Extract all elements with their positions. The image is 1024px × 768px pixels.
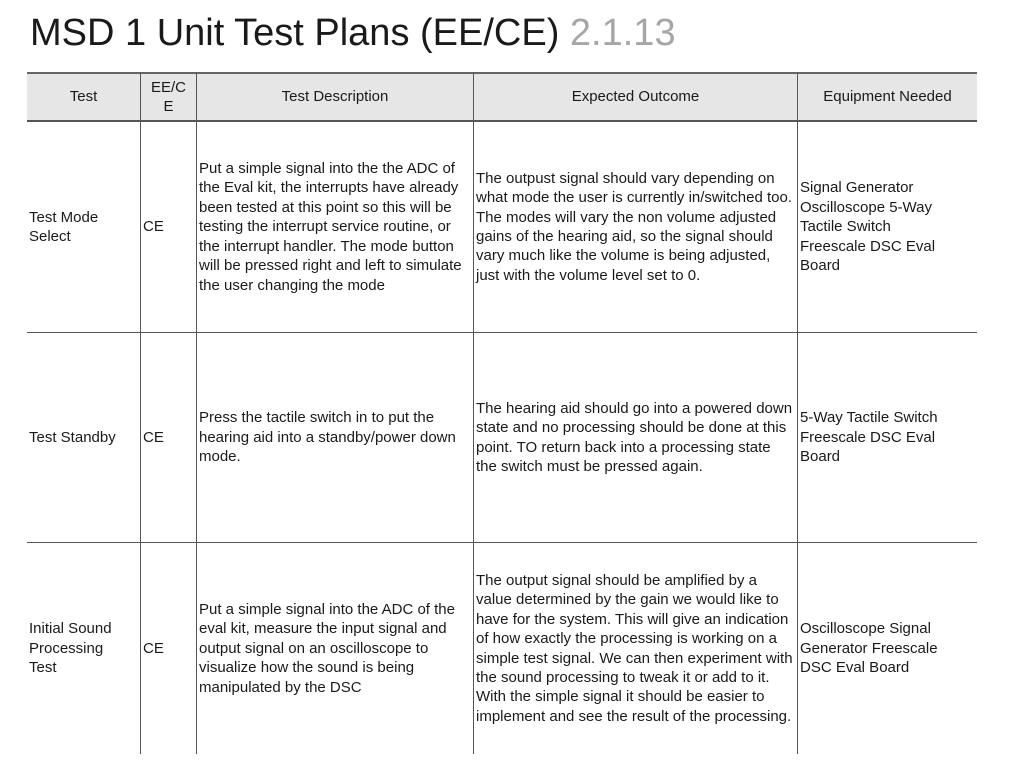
row-3-discipline-text: CE xyxy=(143,639,164,657)
row-2-test-text: Test Standby xyxy=(29,428,116,446)
table-row-2-outcome xyxy=(473,333,797,543)
row-3-test-text: Initial Sound Processing Test xyxy=(29,620,112,677)
slide-title xyxy=(30,10,676,56)
header-equipment-label: Equipment Needed xyxy=(823,88,952,106)
table-row-2-equipment xyxy=(797,333,977,543)
table-row-1-description xyxy=(196,122,473,333)
row-1-equipment-text: Signal Generator Oscilloscope 5-Way Tactile Switch Freescale DSC Eval Board xyxy=(800,179,936,275)
table-row-2-description xyxy=(196,333,473,543)
row-2-outcome-text: The hearing aid should go into a powered down state and no processing should be done at this point. TO return back into a processing state the switch must be pressed again. xyxy=(476,399,793,475)
table-row-3-test xyxy=(27,543,140,754)
row-2-discipline-text: CE xyxy=(143,428,164,446)
header-description-label: Test Description xyxy=(281,88,389,106)
row-3-description-text: Put a simple signal into the ADC of the eval kit, measure the input signal and output signal on an oscilloscope to visualize how the sound is being manipulated by the DSC xyxy=(199,600,455,696)
header-equipment xyxy=(797,72,977,122)
header-test xyxy=(27,72,140,122)
header-description xyxy=(196,72,473,122)
row-3-outcome-text: The output signal should be amplified by a value determined by the gain we would like to have for the system. This will give an indication of how exactly the processing is working on a simple test signal. We can then experiment with the sound processing to tweak it or add to it. With the simple signal it should be easier to implement and see the result of the processing. xyxy=(476,571,793,725)
header-test-label: Test xyxy=(69,88,98,106)
test-plan-table xyxy=(27,72,977,754)
row-3-equipment-text: Oscilloscope Signal Generator Freescale DSC Eval Board xyxy=(800,620,938,677)
slide-title-text: MSD 1 Unit Test Plans (EE/CE) xyxy=(30,12,560,54)
row-1-outcome-text: The outpust signal should vary depending on what mode the user is currently in/switched too. The modes will vary the non volume adjusted gains of the hearing aid, so the signal should vary much like the volume is being adjusted, just with the volume level set to 0. xyxy=(476,169,792,284)
slide-version: 2.1.13 xyxy=(569,12,676,54)
table-row-1-equipment xyxy=(797,122,977,333)
header-outcome xyxy=(473,72,797,122)
header-discipline xyxy=(140,72,196,122)
table-row-2-test xyxy=(27,333,140,543)
table-row-1-outcome xyxy=(473,122,797,333)
row-1-test-text: Test Mode Select xyxy=(29,208,99,245)
table-row-1-test xyxy=(27,122,140,333)
row-1-description-text: Put a simple signal into the the ADC of the Eval kit, the interrupts have already been tested at this point so this will be testing the interrupt service routine, or the interrupt handler. The mode button will be pressed right and left to simulate the user changing the mode xyxy=(199,160,462,294)
table-row-3-outcome xyxy=(473,543,797,754)
table-row-3-equipment xyxy=(797,543,977,754)
table-row-3-discipline xyxy=(140,543,196,754)
table-row-3-description xyxy=(196,543,473,754)
table-row-1-discipline xyxy=(140,122,196,333)
row-2-equipment-text: 5-Way Tactile Switch Freescale DSC Eval Board xyxy=(800,409,938,466)
row-2-description-text: Press the tactile switch in to put the hearing aid into a standby/power down mode. xyxy=(199,409,456,466)
table-row-2-discipline xyxy=(140,333,196,543)
header-discipline-label: EE/C E xyxy=(150,78,186,115)
header-outcome-label: Expected Outcome xyxy=(571,88,700,106)
row-1-discipline-text: CE xyxy=(143,218,164,236)
